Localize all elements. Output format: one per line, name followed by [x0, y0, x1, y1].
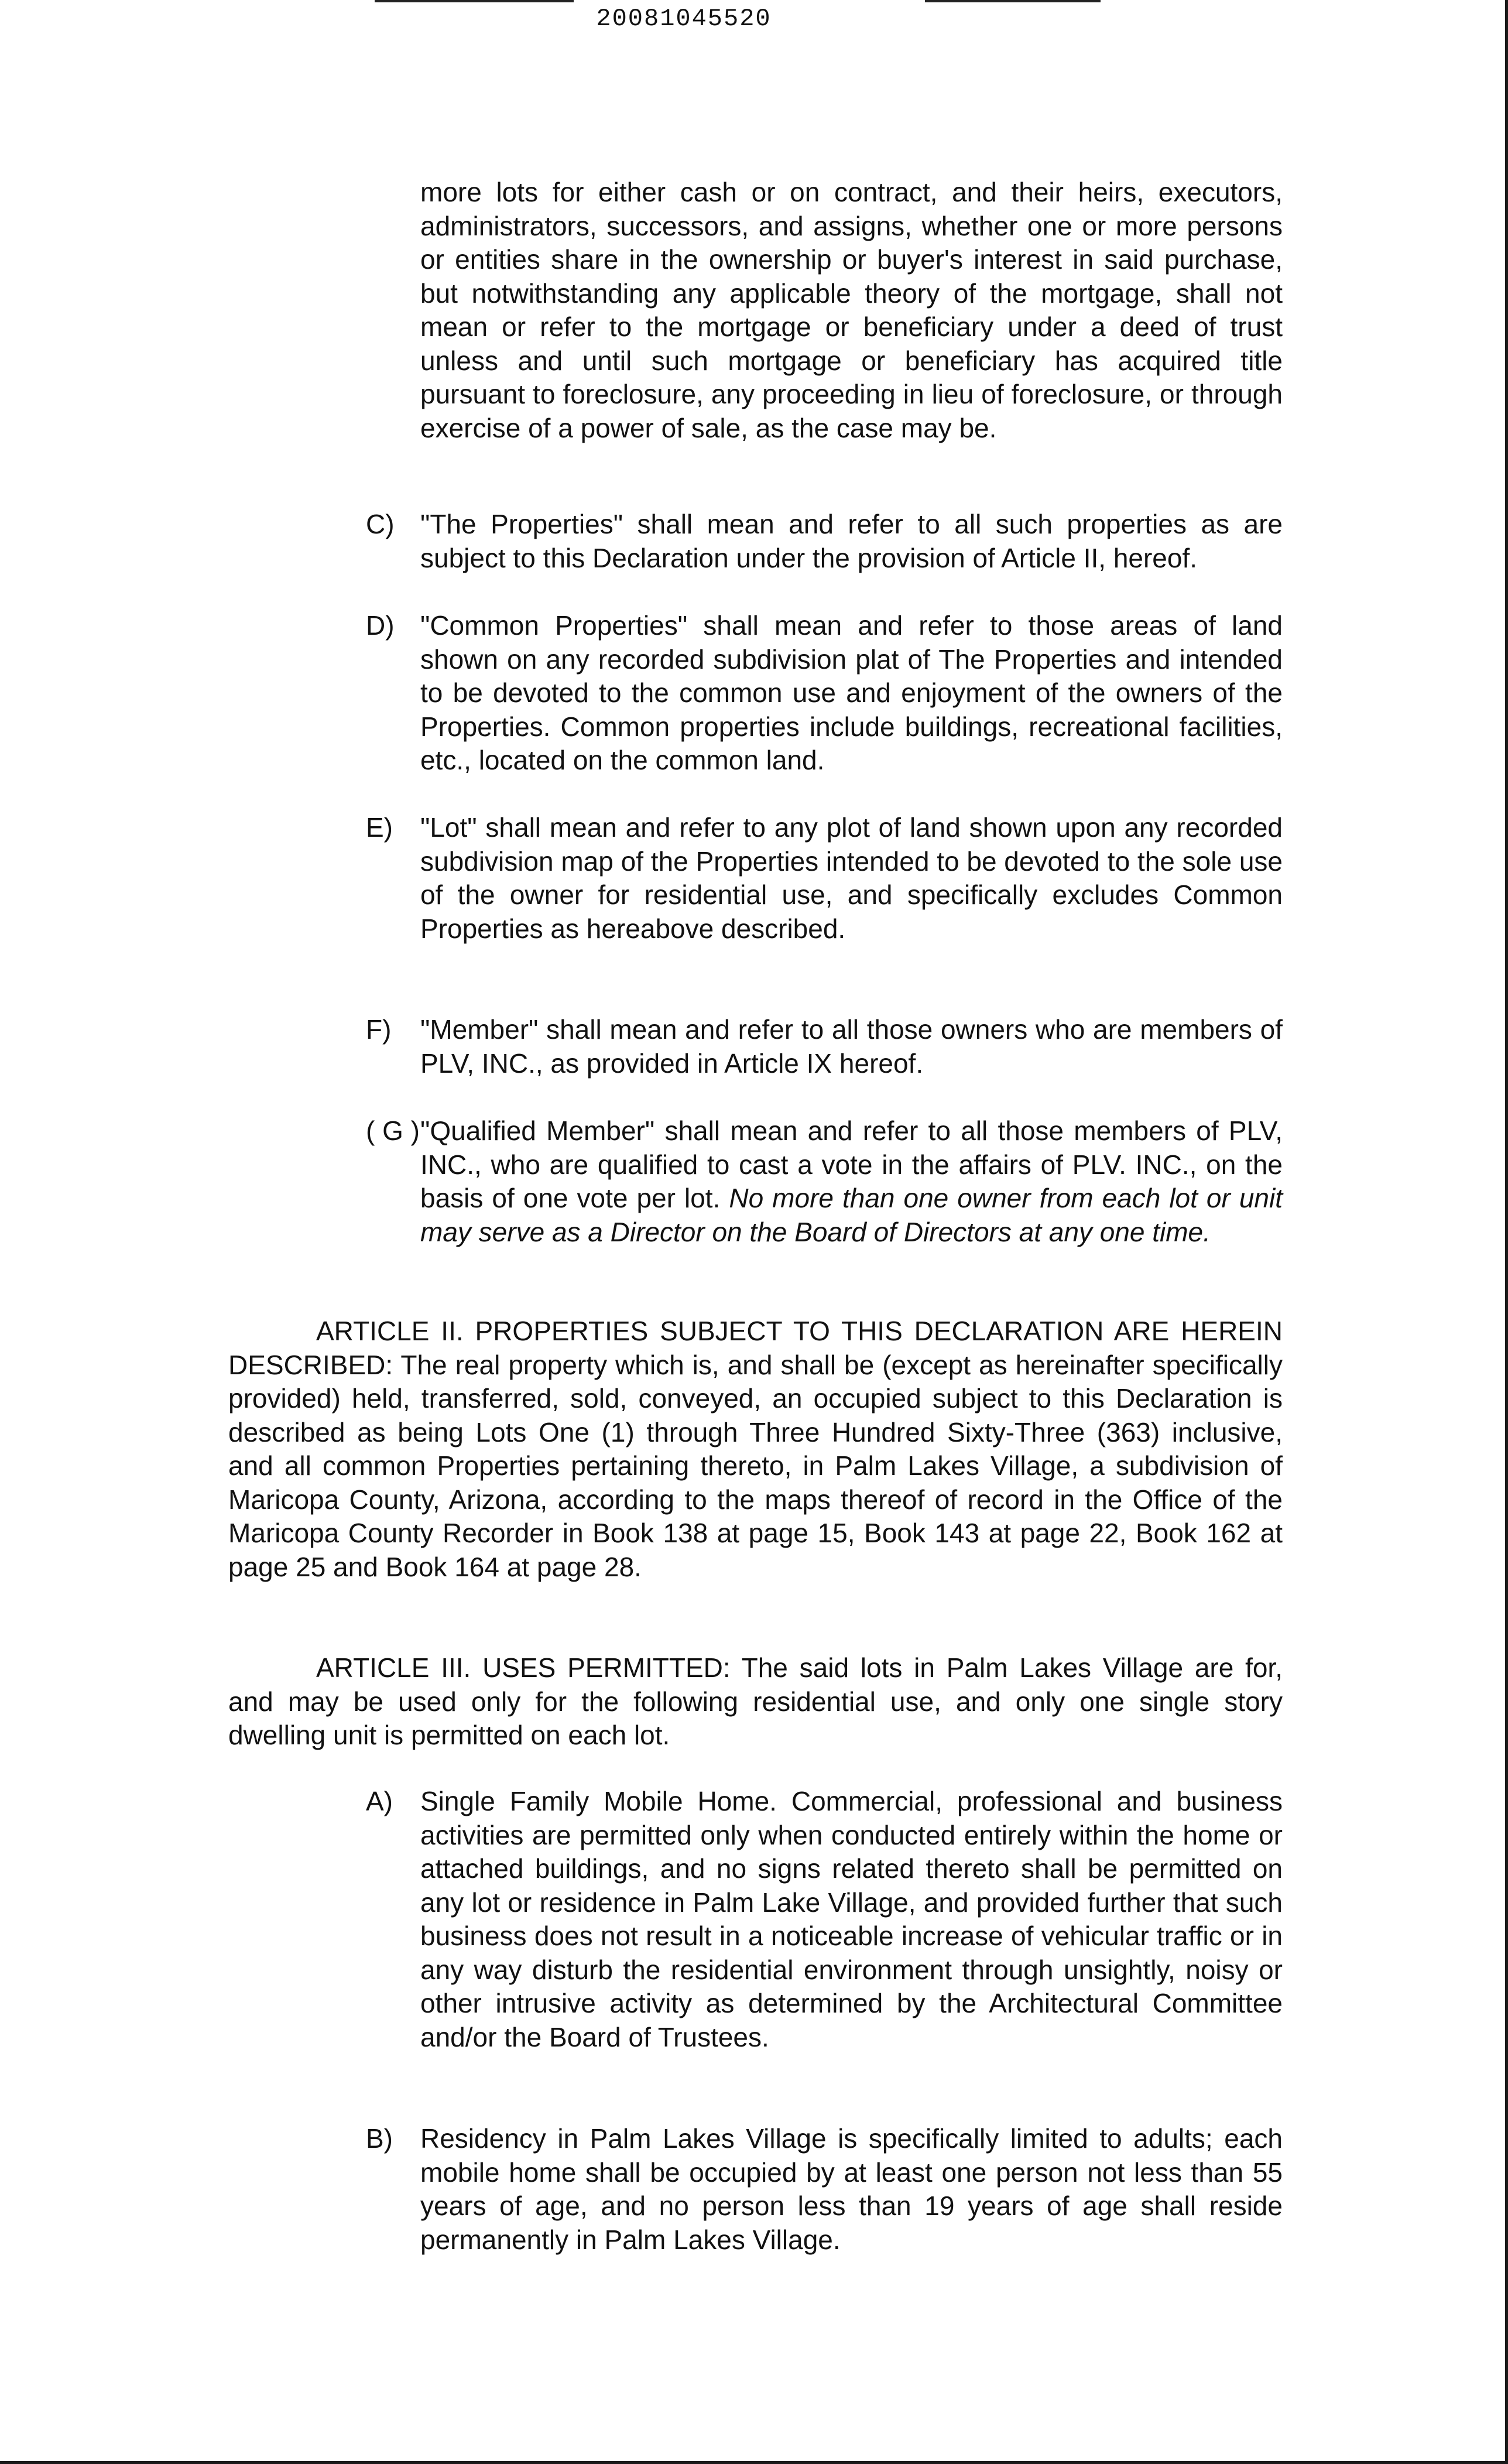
article-iii-text: ARTICLE III. USES PERMITTED: The said lots in Palm Lakes Village are for, and may be used only for the following residential use, and only one single story dwelling unit is permitted on each lot. — [228, 1652, 1283, 1750]
scan-right-edge — [1505, 0, 1508, 2464]
definition-g-text: "Qualified Member" shall mean and refer to all those members of PLV, INC., who are qualified to cast a vote in the affairs of PLV. INC., on the basis of one vote per lot. — [420, 1115, 1283, 1213]
definition-b-continuation — [420, 176, 1283, 445]
definition-f — [366, 1013, 1283, 1080]
definition-e — [366, 811, 1283, 946]
use-item-label: A) — [366, 1786, 393, 1816]
scan-bottom-edge — [0, 2461, 1508, 2464]
definition-text — [420, 1114, 1283, 1249]
article-iii — [228, 1651, 1283, 1753]
article-ii — [228, 1315, 1283, 1584]
continuation-text: more lots for either cash or on contract, and their heirs, executors, administrators, successors, and assigns, whether one or more persons or entities share in the ownership or buyer's interest in said purchase, but notwithstanding any applicable theory of the mortgage, shall not mean or refer to the mortgage or beneficiary under a deed of trust unless and until such mortgage or beneficiary has acquired title pursuant to foreclosure, any proceeding in lieu of foreclosure, or through exercise of a power of sale, as the case may be. — [420, 177, 1283, 443]
use-item-a — [366, 1785, 1283, 2054]
definition-label: C) — [366, 509, 395, 539]
definition-label: ( G ) — [366, 1115, 420, 1146]
recording-number: 20081045520 — [596, 5, 772, 33]
definition-text: "The Properties" shall mean and refer to all such properties as are subject to this Declaration under the provision of Article II, hereof. — [420, 509, 1283, 573]
definition-text: "Lot" shall mean and refer to any plot of land shown upon any recorded subdivision map of the Properties intended to be devoted to the sole use of the owner for residential use, and specifically excludes Common Properties as hereabove described. — [420, 812, 1283, 944]
use-item-label: B) — [366, 2123, 393, 2154]
definition-g — [366, 1114, 1283, 1249]
definition-text: "Member" shall mean and refer to all those owners who are members of PLV, INC., as provided in Article IX hereof. — [420, 1014, 1283, 1079]
article-ii-text: ARTICLE II. PROPERTIES SUBJECT TO THIS DECLARATION ARE HEREIN DESCRIBED: The real property which is, and shall be (except as hereinafter specifically provided) held, transferred, sold, conveyed, an occupied subject to this Declaration is described as being Lots One (1) through Three Hundred Sixty-Three (363) inclusive, and all common Properties pertaining thereto, in Palm Lakes Village, a subdivision of Maricopa County, Arizona, according to the maps thereof of record in the Office of the Maricopa County Recorder in Book 138 at page 15, Book 143 at page 22, Book 162 at page 25 and Book 164 at page 28. — [228, 1316, 1283, 1582]
use-item-text: Residency in Palm Lakes Village is specifically limited to adults; each mobile home shall be occupied by at least one person not less than 55 years of age, and no person less than 19 years of age shall reside permanently in Palm Lakes Village. — [420, 2123, 1283, 2255]
definition-label: F) — [366, 1014, 392, 1045]
definition-g-italic-text: No more than one owner from each lot or unit may serve as a Director on the Board of Directors at any one time. — [420, 1183, 1283, 1247]
definition-label: D) — [366, 610, 395, 641]
definition-text: "Common Properties" shall mean and refer to those areas of land shown on any recorded subdivision plat of The Properties and intended to be devoted to the common use and enjoyment of the owners of the Properties. Common properties include buildings, recreational facilities, etc., located on the common land. — [420, 610, 1283, 775]
definition-label: E) — [366, 812, 393, 843]
use-item-b — [366, 2122, 1283, 2257]
use-item-text: Single Family Mobile Home. Commercial, professional and business activities are permitted only when conducted entirely within the home or attached buildings, and no signs related thereto shall be permitted on any lot or residence in Palm Lake Village, and provided further that such business does not result in a noticeable increase of vehicular traffic or in any way disturb the residential environment through unsightly, noisy or other intrusive activity as determined by the Architectural Committee and/or the Board of Trustees. — [420, 1786, 1283, 2052]
definition-c — [366, 508, 1283, 575]
definition-d — [366, 609, 1283, 778]
